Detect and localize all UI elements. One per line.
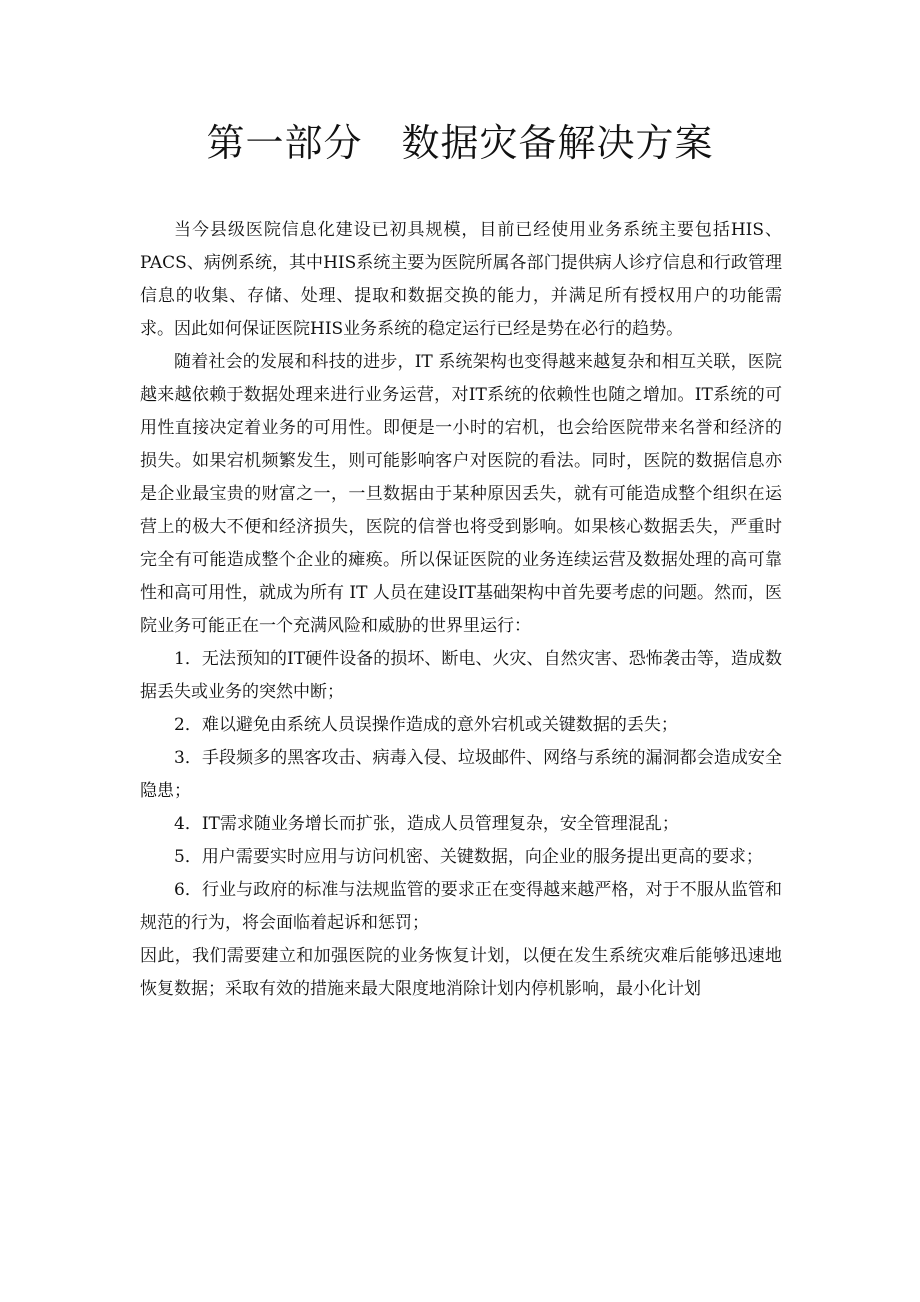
document-body — [140, 214, 782, 1006]
paragraph-conclusion: 因此，我们需要建立和加强医院的业务恢复计划，以便在发生系统灾难后能够迅速地恢复数据；采取有效的措施来最大限度地消除计划内停机影响，最小化计划 — [140, 946, 782, 999]
paragraph-intro: 当今县级医院信息化建设已初具规模，目前已经使用业务系统主要包括HIS、PACS、病例系统，其中HIS系统主要为医院所属各部门提供病人诊疗信息和行政管理信息的收集、存储、处理、提取和数据交换的能力，并满足所有授权用户的功能需求。因此如何保证医院HIS业务系统的稳定运行已经是势在必行的趋势。 — [140, 220, 782, 339]
paragraph-it-dependency: 随着社会的发展和科技的进步，IT 系统架构也变得越来越复杂和相互关联，医院越来越依赖于数据处理来进行业务运营，对IT系统的依赖性也随之增加。IT系统的可用性直接决定着业务的可用性。即便是一小时的宕机，也会给医院带来名誉和经济的损失。如果宕机频繁发生，则可能影响客户对医院的看法。同时，医院的数据信息亦是企业最宝贵的财富之一，一旦数据由于某种原因丢失，就有可能造成整个组织在运营上的极大不便和经济损失，医院的信誉也将受到影响。如果核心数据丢失，严重时完全有可能造成整个企业的瘫痪。所以保证医院的业务连续运营及数据处理的高可靠性和高可用性，就成为所有 IT 人员在建设IT基础架构中首先要考虑的问题。然而，医院业务可能正在一个充满风险和威胁的世界里运行： — [140, 352, 782, 636]
list-item-2: 2．难以避免由系统人员误操作造成的意外宕机或关键数据的丢失； — [174, 715, 678, 735]
list-item-3: 3．手段频多的黑客攻击、病毒入侵、垃圾邮件、网络与系统的漏洞都会造成安全隐患； — [140, 748, 782, 801]
list-item-1: 1．无法预知的IT硬件设备的损坏、断电、火灾、自然灾害、恐怖袭击等，造成数据丢失或业务的突然中断； — [140, 649, 782, 702]
list-item-5: 5．用户需要实时应用与访问机密、关键数据，向企业的服务提出更高的要求； — [174, 847, 763, 867]
page-title: 第一部分 数据灾备解决方案 — [206, 121, 714, 165]
list-item-4: 4．IT需求随业务增长而扩张，造成人员管理复杂，安全管理混乱； — [174, 814, 679, 834]
list-item-6: 6．行业与政府的标准与法规监管的要求正在变得越来越严格，对于不服从监管和规范的行为，将会面临着起诉和惩罚； — [140, 880, 782, 933]
